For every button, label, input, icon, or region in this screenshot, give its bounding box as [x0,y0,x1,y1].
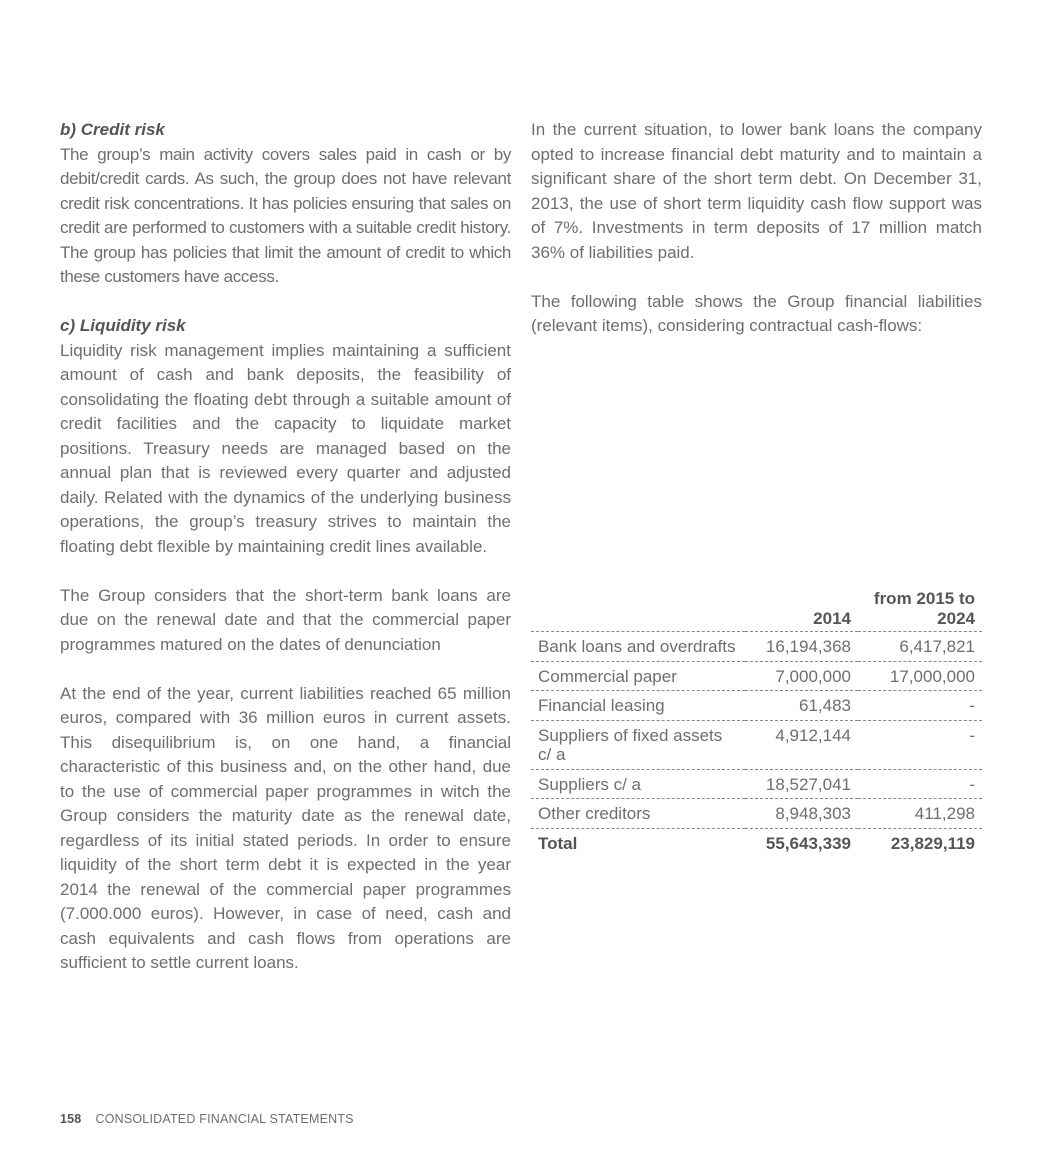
row-value-2015-2024: - [858,691,982,721]
row-value-2014: 4,912,144 [745,720,858,769]
credit-risk-paragraph: The group’s main activity covers sales paid in cash or by debit/credit cards. As such, the group does not have relevant credit risk concentrations. It has policies ensuring that sales on credit are performed to customers with a suitable credit history. The group has policies that limit the amount of credit to which these customers have access. [60,144,511,286]
row-label: Financial leasing [531,691,745,721]
table-row [531,691,982,721]
row-value-2014: 61,483 [745,691,858,721]
table-row [531,769,982,799]
row-label: Bank loans and overdrafts [531,632,745,662]
row-value-2014: 8,948,303 [745,799,858,829]
page-footer [60,1112,354,1126]
table-row [531,799,982,829]
liquidity-paragraph-4: In the current situation, to lower bank loans the company opted to increase financial debt maturity and to maintain a significant share of the short term debt. On December 31, 2013, the use of short term liquidity cash flow support was of 7%. Investments in term deposits of 17 million match 36% of liabilities paid. [531,120,982,262]
table-row [531,661,982,691]
total-label: Total [538,833,578,853]
total-value-2015-2024: 23,829,119 [890,833,975,853]
row-label: Commercial paper [531,661,745,691]
liquidity-paragraph-5: The following table shows the Group financial liabilities (relevant items), considering contractual cash-flows: [531,291,982,335]
footer-section-title: CONSOLIDATED FINANCIAL STATEMENTS [95,1112,354,1126]
table-row [531,720,982,769]
liquidity-paragraph-1: Liquidity risk management implies maintaining a sufficient amount of cash and bank deposits, the feasibility of consolidating the floating debt through a suitable amount of credit facilities and the capacity to liquidate market positions. Treasury needs are managed based on the annual plan that is reviewed every quarter and adjusted daily. Related with the dynamics of the underlying business operations, the group’s treasury strives to maintain the floating debt flexible by maintaining credit lines available. [60,340,511,556]
page-number: 158 [60,1112,82,1126]
credit-risk-heading: b) Credit risk [60,120,165,139]
row-value-2015-2024: - [858,769,982,799]
row-value-2014: 18,527,041 [745,769,858,799]
liquidity-risk-heading: c) Liquidity risk [60,316,186,335]
row-value-2015-2024: 6,417,821 [858,632,982,662]
liquidity-paragraph-3-start [60,682,511,976]
table-total-row [531,828,982,857]
right-column [531,118,982,363]
row-value-2015-2024: 411,298 [858,799,982,829]
liquidity-paragraph-3-text: At the end of the year, current liabilities reached 65 million euros, compared with 36 million euros in current assets. This disequilibrium is, on one hand, a financial characteristic of this business and, on the other hand, due to the use of commercial paper programmes in witch the Group considers the maturity date as the renewal date, regardless of its initial stated periods. In order to ensure liquidity of the short term debt it is expected in the year 2014 the renewal of the commercial paper programmes (7.000.000 euros). However, in case of need, cash and cash equivalents and cash flows from operations are sufficient to settle current loans. [60,683,511,972]
table-header-2014: 2014 [745,588,858,632]
row-label: Other creditors [531,799,745,829]
financial-liabilities-table [531,588,982,857]
left-column [60,118,511,976]
table-header-label [531,588,745,632]
row-label: Suppliers c/ a [531,769,745,799]
table-row [531,632,982,662]
row-value-2014: 7,000,000 [745,661,858,691]
liquidity-paragraph-2: The Group considers that the short-term bank loans are due on the renewal date and that the commercial paper programmes matured on the dates of denunciation [60,585,511,654]
row-value-2014: 16,194,368 [745,632,858,662]
row-label: Suppliers of fixed assets c/ a [531,720,745,769]
row-value-2015-2024: - [858,720,982,769]
table-header-2015-2024: from 2015 to 2024 [858,588,982,632]
row-value-2015-2024: 17,000,000 [858,661,982,691]
total-value-2014: 55,643,339 [765,833,851,853]
table-header-row [531,588,982,632]
